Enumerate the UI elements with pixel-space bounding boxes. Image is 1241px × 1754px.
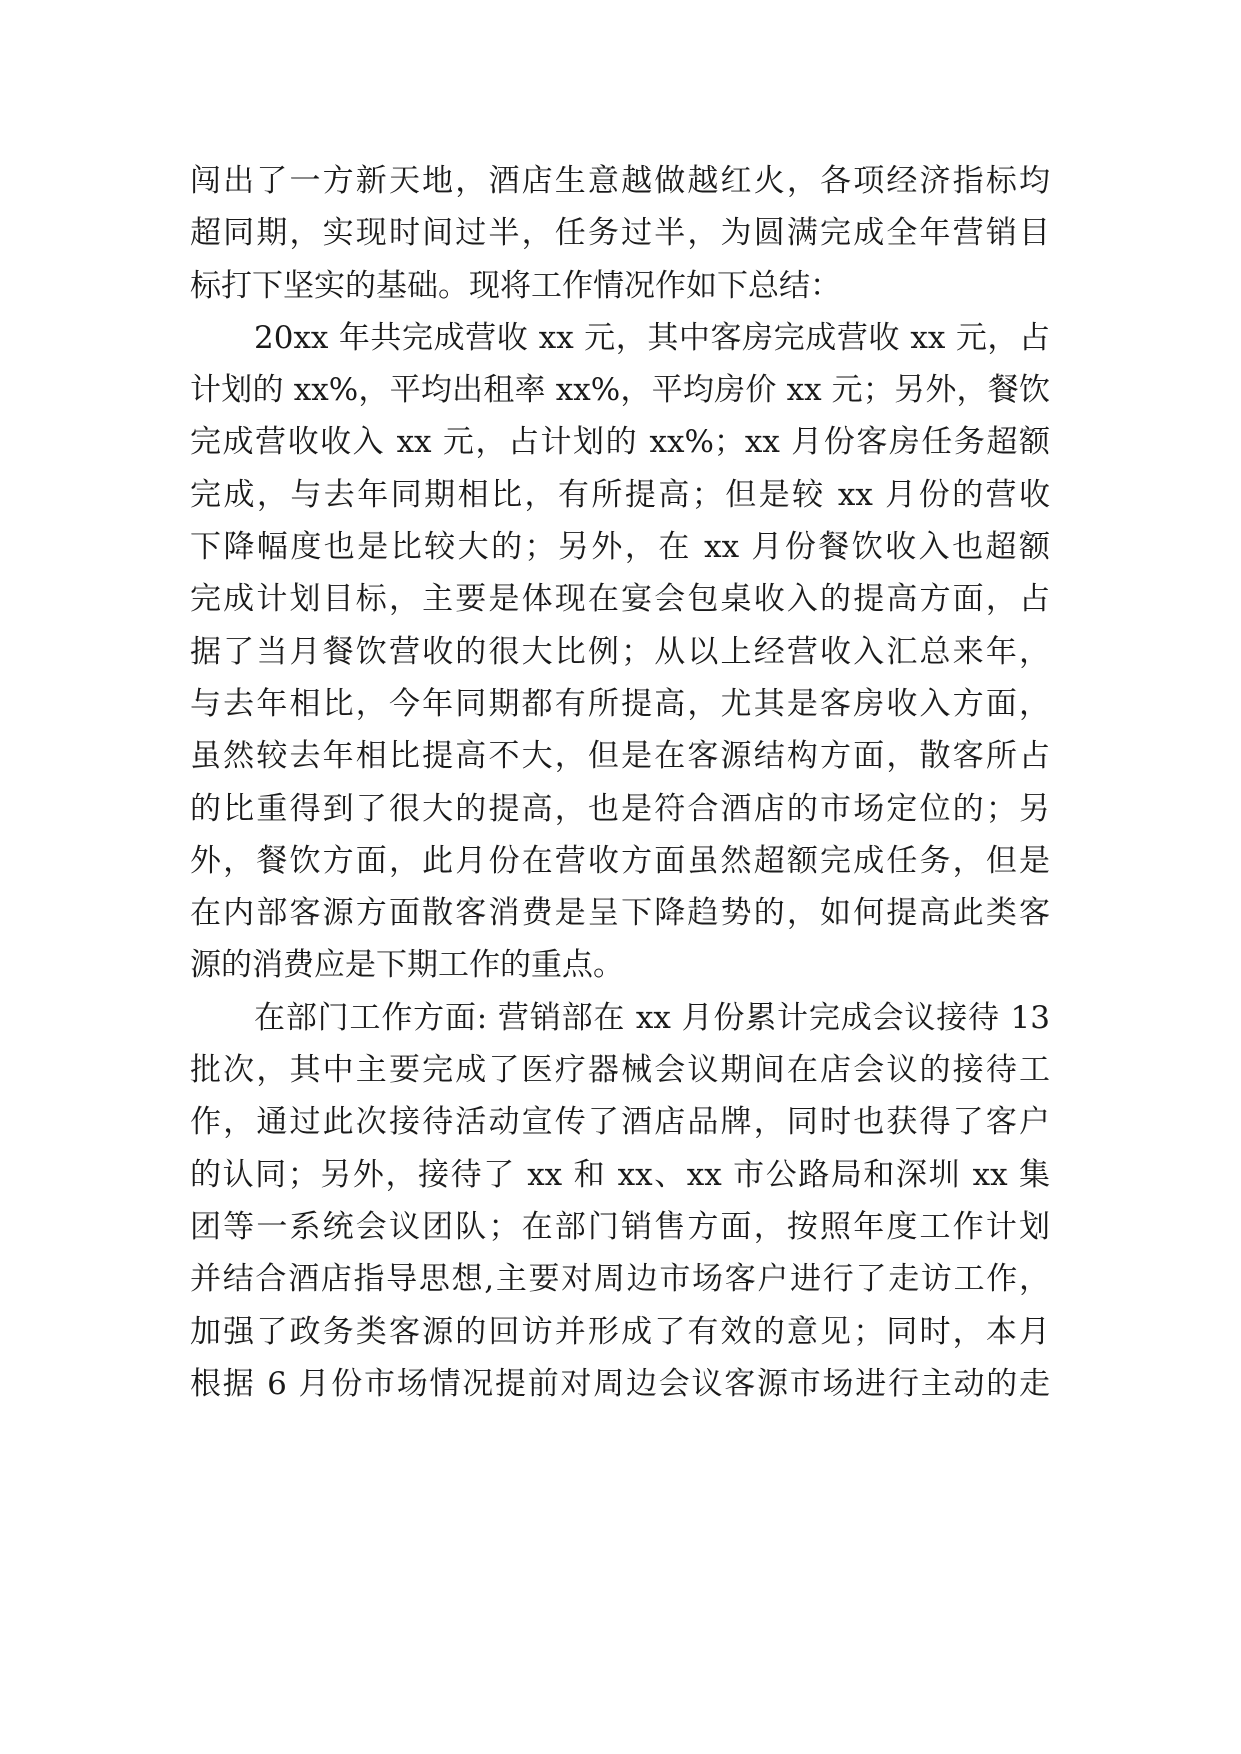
text-line: 虽然较去年相比提高不大，但是在客源结构方面，散客所占 xyxy=(190,738,1050,775)
text-line: 据了当月餐饮营收的很大比例；从以上经营收入汇总来年， xyxy=(190,633,1050,670)
text-line: 超同期，实现时间过半，任务过半，为圆满完成全年营销目 xyxy=(190,215,1050,252)
text-line: 20xx 年共完成营收 xx 元，其中客房完成营收 xx 元，占 xyxy=(254,319,1050,356)
text-line: 完成，与去年同期相比，有所提高；但是较 xx 月份的营收 xyxy=(190,476,1050,513)
text-line: 团等一系统会议团队；在部门销售方面，按照年度工作计划 xyxy=(190,1208,1050,1245)
text-line: 在部门工作方面: 营销部在 xx 月份累计完成会议接待 13 xyxy=(254,999,1050,1036)
text-line: 源的消费应是下期工作的重点。 xyxy=(190,947,624,984)
text-line: 计划的 xx%，平均出租率 xx%，平均房价 xx 元；另外，餐饮 xyxy=(190,372,1050,409)
text-line: 并结合酒店指导思想,主要对周边市场客户进行了走访工作， xyxy=(190,1261,1050,1298)
text-line: 批次，其中主要完成了医疗器械会议期间在店会议的接待工 xyxy=(190,1052,1050,1089)
text-line: 加强了政务类客源的回访并形成了有效的意见；同时，本月 xyxy=(190,1313,1050,1350)
text-line: 的比重得到了很大的提高，也是符合酒店的市场定位的；另 xyxy=(190,790,1050,827)
body-text xyxy=(190,155,1050,1410)
text-line: 完成营收收入 xx 元，占计划的 xx%；xx 月份客房任务超额 xyxy=(190,424,1050,461)
text-line: 根据 6 月份市场情况提前对周边会议客源市场进行主动的走 xyxy=(190,1365,1050,1402)
text-line: 标打下坚实的基础。现将工作情况作如下总结： xyxy=(190,267,841,304)
text-line: 闯出了一方新天地，酒店生意越做越红火，各项经济指标均 xyxy=(190,163,1050,199)
text-line: 完成计划目标，主要是体现在宴会包桌收入的提高方面，占 xyxy=(190,581,1050,618)
text-line: 作，通过此次接待活动宣传了酒店品牌，同时也获得了客户 xyxy=(190,1104,1050,1141)
text-line: 外，餐饮方面，此月份在营收方面虽然超额完成任务，但是 xyxy=(190,842,1050,879)
text-line: 与去年相比，今年同期都有所提高，尤其是客房收入方面， xyxy=(190,685,1050,722)
text-line: 下降幅度也是比较大的；另外，在 xx 月份餐饮收入也超额 xyxy=(190,529,1050,566)
text-line: 的认同；另外，接待了 xx 和 xx、xx 市公路局和深圳 xx 集 xyxy=(190,1156,1050,1193)
text-line: 在内部客源方面散客消费是呈下降趋势的，如何提高此类客 xyxy=(190,895,1050,932)
